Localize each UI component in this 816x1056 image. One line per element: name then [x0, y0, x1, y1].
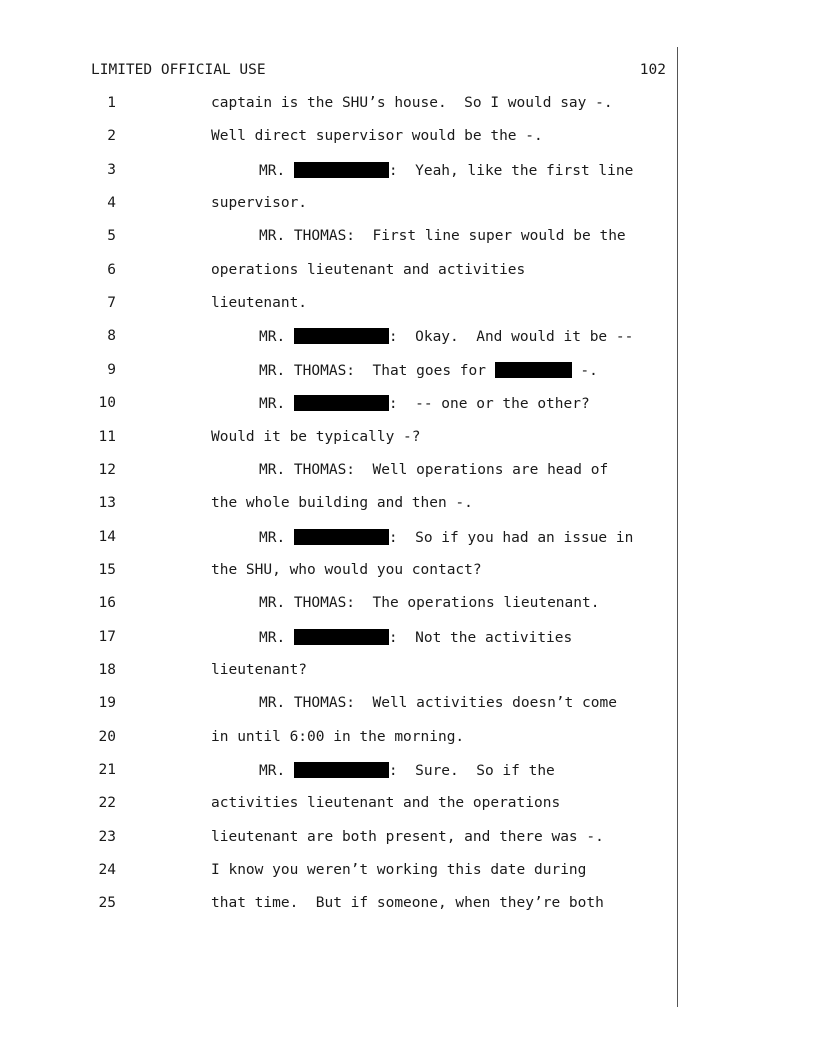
line-number: 9	[107, 361, 116, 378]
line-number: 18	[98, 661, 116, 678]
line-number: 1	[107, 95, 116, 111]
line-text-segment: MR.	[259, 396, 294, 413]
line-number: 14	[98, 528, 116, 545]
line-text-segment: MR.	[259, 529, 294, 546]
line-text-segment: : Sure. So if the	[388, 763, 555, 779]
page-number: 102	[639, 62, 666, 78]
line-number: 23	[98, 828, 116, 845]
line-text-segment: MR. THOMAS: That goes for	[259, 362, 495, 379]
line-text-segment: Well direct supervisor would be the -.	[211, 128, 543, 145]
line-number: 22	[98, 795, 116, 812]
line-text-segment: MR.	[259, 763, 294, 779]
line-text-segment: captain is the SHU’s house. So I would say -.	[211, 95, 613, 111]
line-text	[259, 629, 572, 646]
line-number: 7	[107, 295, 116, 312]
line-text-segment: : Not the activities	[388, 629, 573, 646]
line-number: 25	[98, 895, 116, 912]
line-text-segment: : -- one or the other?	[388, 396, 590, 413]
line-text	[259, 595, 599, 611]
line-text-segment: lieutenant?	[211, 661, 308, 678]
line-text-segment: : So if you had an issue in	[388, 529, 634, 546]
line-text	[211, 795, 560, 811]
line-text	[211, 662, 307, 678]
line-text-segment: the SHU, who would you contact?	[211, 561, 482, 578]
line-text	[211, 729, 464, 745]
line-text	[211, 295, 307, 311]
line-number: 17	[98, 628, 116, 645]
line-number: 13	[98, 495, 116, 512]
line-text	[259, 762, 555, 779]
line-text-segment: lieutenant are both present, and there was -.	[211, 828, 604, 845]
line-number: 12	[98, 461, 116, 478]
line-text	[259, 328, 633, 345]
line-text-segment: MR.	[259, 629, 294, 646]
line-number: 10	[98, 395, 116, 412]
line-text	[259, 695, 617, 711]
line-text-segment: in until 6:00 in the morning.	[211, 728, 465, 745]
redaction-block	[294, 162, 389, 178]
line-number: 6	[107, 261, 116, 278]
redaction-block	[294, 529, 389, 545]
line-text-segment: MR. THOMAS: Well operations are head of	[259, 461, 609, 478]
redaction-block	[294, 328, 389, 344]
line-text	[211, 829, 604, 845]
redaction-block	[495, 362, 572, 378]
line-number: 3	[107, 161, 116, 178]
line-text	[259, 395, 590, 412]
line-text	[259, 529, 633, 546]
line-number: 16	[98, 595, 116, 612]
line-number: 20	[98, 728, 116, 745]
line-number: 15	[98, 561, 116, 578]
line-text-segment: MR.	[259, 162, 294, 179]
line-text	[211, 562, 482, 578]
line-text-segment: that time. But if someone, when they’re both	[211, 895, 604, 912]
line-text	[259, 228, 626, 244]
line-number: 19	[98, 695, 116, 712]
classification-header: LIMITED OFFICIAL USE	[91, 62, 266, 78]
redaction-block	[294, 629, 389, 645]
line-number: 21	[98, 762, 116, 778]
line-text-segment: MR. THOMAS: The operations lieutenant.	[259, 595, 600, 612]
line-text-segment: Would it be typically -?	[211, 428, 421, 445]
line-text-segment: lieutenant.	[211, 295, 308, 312]
line-text-segment: : Yeah, like the first line	[388, 162, 634, 179]
line-text	[211, 895, 604, 911]
line-text	[211, 195, 307, 211]
line-text	[211, 862, 586, 878]
line-text-segment: supervisor.	[211, 195, 308, 212]
line-text-segment: MR. THOMAS: Well activities doesn’t come	[259, 695, 617, 712]
line-text-segment: : Okay. And would it be --	[388, 329, 634, 346]
right-margin-rule	[677, 47, 678, 1007]
line-text	[211, 495, 473, 511]
line-number: 5	[107, 228, 116, 245]
line-number: 2	[107, 128, 116, 145]
line-text-segment: MR. THOMAS: First line super would be the	[259, 228, 626, 245]
line-text-segment: MR.	[259, 329, 294, 346]
line-text	[259, 462, 608, 478]
line-text	[211, 128, 543, 144]
line-number: 8	[107, 328, 116, 345]
line-text	[211, 262, 525, 278]
line-text-segment: activities lieutenant and the operations	[211, 795, 561, 812]
line-text-segment: operations lieutenant and activities	[211, 261, 526, 278]
redaction-block	[294, 762, 389, 778]
line-text	[211, 429, 421, 445]
line-text-segment: -.	[571, 362, 598, 379]
line-number: 11	[98, 428, 116, 445]
line-number: 4	[107, 195, 116, 212]
line-text-segment: I know you weren’t working this date during	[211, 862, 587, 879]
line-text-segment: the whole building and then -.	[211, 495, 473, 512]
line-number: 24	[98, 862, 116, 879]
redaction-block	[294, 395, 389, 411]
line-text	[259, 162, 633, 179]
line-text	[211, 95, 613, 111]
line-text	[259, 362, 598, 379]
